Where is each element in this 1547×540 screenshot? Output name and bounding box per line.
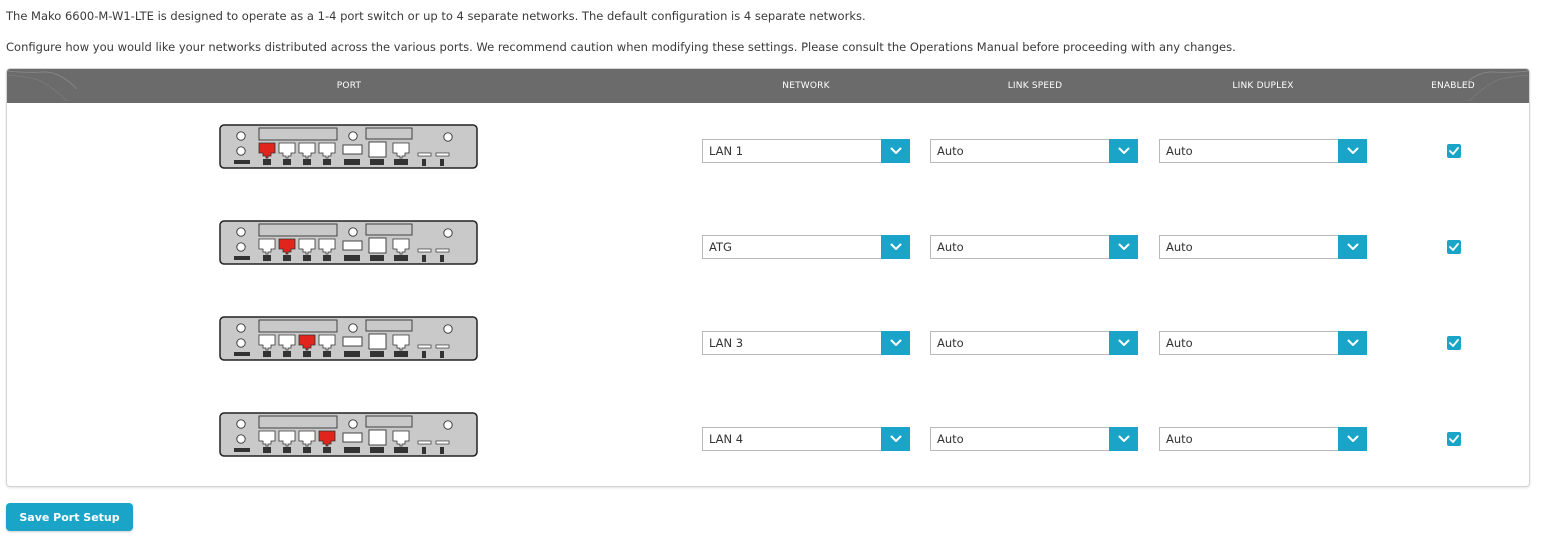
port-setup-table bbox=[6, 68, 1530, 487]
header-link-speed: LINK SPEED bbox=[1007, 81, 1063, 91]
link-duplex-value: Auto bbox=[1166, 432, 1193, 446]
chevron-down-icon[interactable] bbox=[1109, 235, 1138, 259]
link-duplex-select[interactable] bbox=[1159, 235, 1367, 259]
intro-text-2: Configure how you would like your networks distributed across the various ports. We recommend caution when modifying these settings. Please consult the Operations Manual before proceeding with any changes. bbox=[6, 40, 1236, 54]
link-speed-value: Auto bbox=[937, 336, 964, 350]
save-port-setup-button[interactable]: Save Port Setup bbox=[6, 503, 133, 531]
network-select[interactable] bbox=[702, 427, 910, 451]
link-speed-select[interactable] bbox=[930, 139, 1138, 163]
table-row bbox=[7, 103, 1529, 199]
router-ports-icon bbox=[219, 412, 479, 462]
check-icon bbox=[1449, 339, 1459, 347]
header-network: NETWORK bbox=[782, 81, 830, 91]
header-decoration-left-icon bbox=[7, 69, 87, 103]
link-speed-value: Auto bbox=[937, 144, 964, 158]
enabled-checkbox[interactable] bbox=[1447, 240, 1461, 254]
chevron-down-icon[interactable] bbox=[1109, 427, 1138, 451]
link-speed-value: Auto bbox=[937, 432, 964, 446]
table-row bbox=[7, 391, 1529, 487]
table-row bbox=[7, 199, 1529, 295]
chevron-down-icon[interactable] bbox=[881, 427, 910, 451]
network-select[interactable] bbox=[702, 139, 910, 163]
link-duplex-value: Auto bbox=[1166, 336, 1193, 350]
router-ports-icon bbox=[219, 316, 479, 366]
network-select[interactable] bbox=[702, 235, 910, 259]
link-duplex-select[interactable] bbox=[1159, 331, 1367, 355]
table-row bbox=[7, 295, 1529, 391]
link-speed-select[interactable] bbox=[930, 235, 1138, 259]
table-header bbox=[7, 69, 1529, 103]
link-speed-select[interactable] bbox=[930, 427, 1138, 451]
link-duplex-select[interactable] bbox=[1159, 139, 1367, 163]
enabled-checkbox[interactable] bbox=[1447, 432, 1461, 446]
link-speed-select[interactable] bbox=[930, 331, 1138, 355]
router-ports-icon bbox=[219, 124, 479, 174]
enabled-checkbox[interactable] bbox=[1447, 144, 1461, 158]
chevron-down-icon[interactable] bbox=[881, 235, 910, 259]
chevron-down-icon[interactable] bbox=[1109, 139, 1138, 163]
chevron-down-icon[interactable] bbox=[1338, 427, 1367, 451]
check-icon bbox=[1449, 147, 1459, 155]
network-value: LAN 1 bbox=[709, 144, 744, 158]
header-enabled: ENABLED bbox=[1431, 81, 1475, 91]
header-link-duplex: LINK DUPLEX bbox=[1232, 81, 1294, 91]
router-ports-icon bbox=[219, 220, 479, 270]
network-value: LAN 4 bbox=[709, 432, 744, 446]
link-duplex-select[interactable] bbox=[1159, 427, 1367, 451]
chevron-down-icon[interactable] bbox=[1109, 331, 1138, 355]
chevron-down-icon[interactable] bbox=[881, 331, 910, 355]
network-select[interactable] bbox=[702, 331, 910, 355]
chevron-down-icon[interactable] bbox=[1338, 331, 1367, 355]
link-duplex-value: Auto bbox=[1166, 144, 1193, 158]
link-duplex-value: Auto bbox=[1166, 240, 1193, 254]
enabled-checkbox[interactable] bbox=[1447, 336, 1461, 350]
link-speed-value: Auto bbox=[937, 240, 964, 254]
network-value: LAN 3 bbox=[709, 336, 744, 350]
check-icon bbox=[1449, 435, 1459, 443]
chevron-down-icon[interactable] bbox=[1338, 235, 1367, 259]
header-port: PORT bbox=[336, 81, 362, 91]
intro-text-1: The Mako 6600-M-W1-LTE is designed to operate as a 1-4 port switch or up to 4 separate networks. The default configuration is 4 separate networks. bbox=[6, 9, 866, 23]
chevron-down-icon[interactable] bbox=[881, 139, 910, 163]
network-value: ATG bbox=[709, 240, 732, 254]
check-icon bbox=[1449, 243, 1459, 251]
chevron-down-icon[interactable] bbox=[1338, 139, 1367, 163]
